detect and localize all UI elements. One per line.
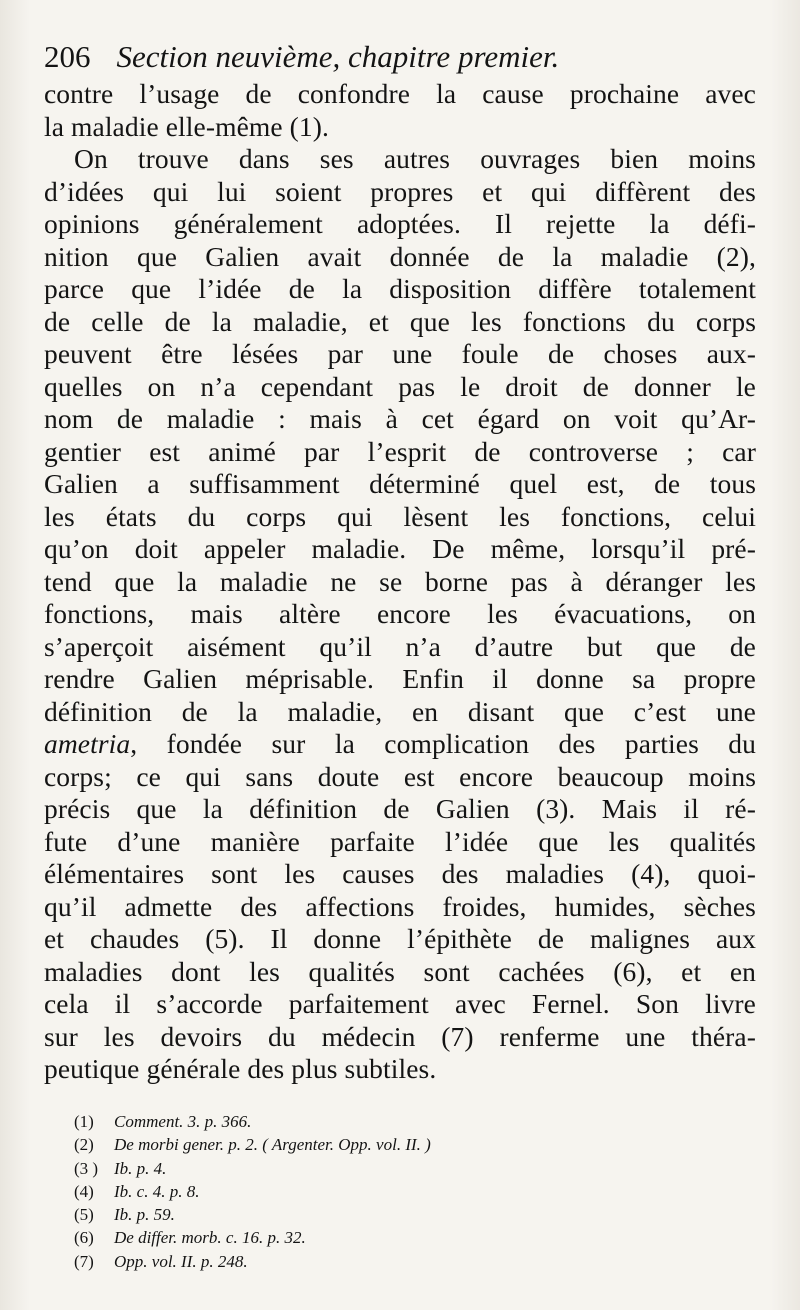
footnote-mark: (5): [74, 1205, 94, 1225]
text-line: nom de maladie : mais à cet égard on voit qu’Ar-: [44, 403, 756, 434]
footnote: [74, 1250, 674, 1273]
text-line: peuvent être lésées par une foule de choses aux-: [44, 338, 756, 369]
footnote-text: Opp. vol. II. p. 248.: [114, 1251, 248, 1271]
text-line: rendre Galien méprisable. Enfin il donne sa propre: [44, 663, 756, 694]
footnote: [74, 1157, 674, 1180]
text-line: qu’il admette des affections froides, humides, sèches: [44, 890, 756, 922]
text-line: fonctions, mais altère encore les évacuations, on: [44, 598, 756, 629]
text-line: élémentaires sont les causes des maladies (4), quoi-: [44, 858, 756, 889]
text-line: quelles on n’a cependant pas le droit de donner le: [44, 370, 756, 402]
footnote: [74, 1203, 674, 1226]
text-line: la maladie elle-même (1).: [44, 110, 329, 142]
text-line: d’idées qui lui soient propres et qui diffèrent des: [44, 175, 756, 207]
text-segment: , fondée sur la complication des parties du: [130, 728, 756, 759]
text-line: de celle de la maladie, et que les fonctions du corps: [44, 305, 756, 337]
text-line: tend que la maladie ne se borne pas à déranger les: [44, 565, 756, 597]
running-title: Section neuvième, chapitre premier.: [116, 39, 560, 74]
page-number: 206: [44, 39, 91, 74]
footnote-mark: (7): [74, 1251, 94, 1271]
footnote-text: Ib. p. 59.: [114, 1205, 175, 1225]
footnote-text: Comment. 3. p. 366.: [114, 1112, 252, 1131]
text-line: définition de la maladie, en disant que c’est une: [44, 695, 756, 727]
text-line: peutique générale des plus subtiles.: [44, 1053, 437, 1084]
footnote-text: De morbi gener. p. 2. ( Argenter. Opp. vol. II. ): [114, 1135, 431, 1155]
text-line: contre l’usage de confondre la cause prochaine avec: [44, 78, 756, 109]
footnote-mark: (1): [74, 1112, 94, 1131]
footnote: [74, 1180, 674, 1203]
text-line: nition que Galien avait donnée de la maladie (2),: [44, 240, 756, 272]
footnote: [74, 1226, 674, 1249]
text-line: On trouve dans ses autres ouvrages bien moins: [74, 143, 756, 174]
text-line: précis que la définition de Galien (3). Mais il ré-: [44, 793, 756, 824]
text-line: fute d’une manière parfaite l’idée que les qualités: [44, 825, 756, 857]
text-line: parce que l’idée de la disposition diffère totalement: [44, 273, 756, 304]
italic-term: ametria: [44, 728, 131, 759]
page-header: [44, 34, 764, 80]
footnote: [74, 1133, 674, 1156]
footnote-mark: (2): [74, 1135, 94, 1155]
text-line: les états du corps qui lèsent les fonctions, celui: [44, 500, 756, 532]
text-line: gentier est animé par l’esprit de controverse ; car: [44, 435, 756, 467]
text-line: cela il s’accorde parfaitement avec Fernel. Son livre: [44, 988, 756, 1019]
text-line: maladies dont les qualités sont cachées (6), et en: [44, 955, 756, 987]
footnotes: [74, 1110, 674, 1273]
footnote-mark: (4): [74, 1181, 94, 1201]
footnote-text: Ib. p. 4.: [114, 1158, 167, 1178]
text-line: qu’on doit appeler maladie. De même, lorsqu’il pré-: [44, 533, 756, 564]
text-line: et chaudes (5). Il donne l’épithète de malignes aux: [44, 923, 756, 954]
footnote-text: De differ. morb. c. 16. p. 32.: [114, 1228, 306, 1248]
text-line: [44, 728, 756, 761]
text-line: s’aperçoit aisément qu’il n’a d’autre but que de: [44, 630, 756, 662]
footnote-text: Ib. c. 4. p. 8.: [114, 1181, 200, 1201]
body-text: [44, 78, 756, 1086]
footnote: [74, 1110, 674, 1133]
footnote-mark: (6): [74, 1228, 94, 1248]
text-line: Galien a suffisamment déterminé quel est, de tous: [44, 468, 756, 499]
text-line: corps; ce qui sans doute est encore beaucoup moins: [44, 760, 756, 792]
text-line: sur les devoirs du médecin (7) renferme une théra-: [44, 1020, 756, 1052]
footnote-mark: (3 ): [74, 1158, 99, 1178]
text-line: opinions généralement adoptées. Il rejette la défi-: [44, 208, 756, 239]
